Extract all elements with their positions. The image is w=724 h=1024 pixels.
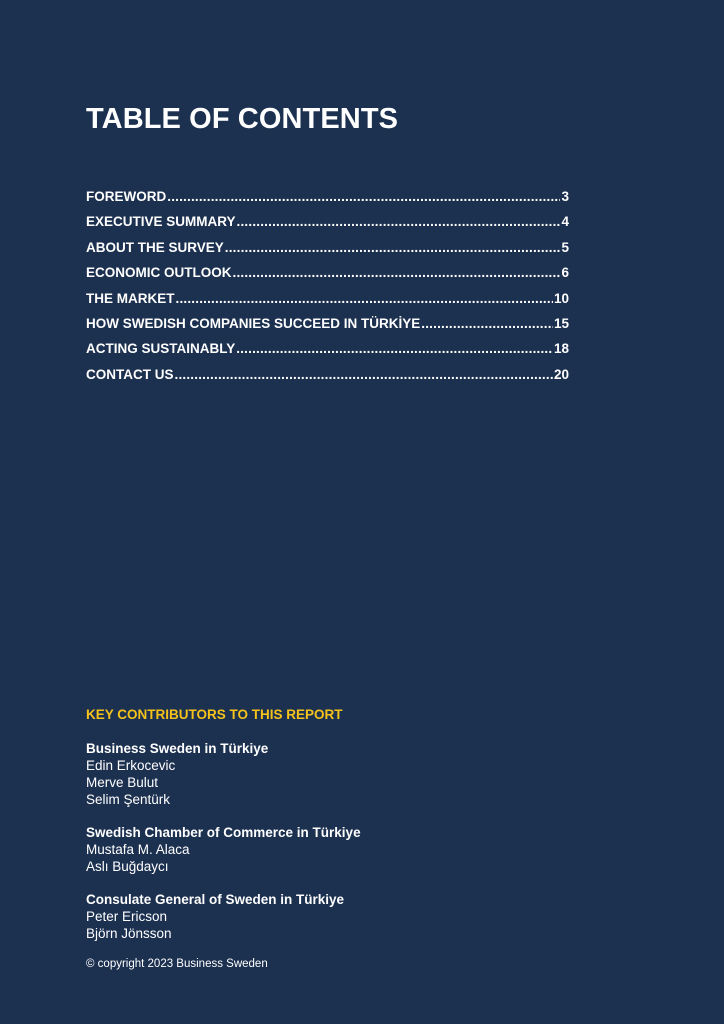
contributor-org-name: Swedish Chamber of Commerce in Türkiye: [86, 825, 361, 840]
contributor-name: Edin Erkocevic: [86, 758, 176, 773]
toc-dot-leader: [167, 189, 560, 205]
contributor-name: Aslı Buğdaycı: [86, 859, 169, 874]
contributor-group: [86, 891, 586, 942]
toc-entry-label: ABOUT THE SURVEY: [86, 239, 224, 255]
contributor-group: [86, 740, 586, 808]
toc-entry-economic-outlook[interactable]: [86, 265, 569, 290]
toc-entry-page: 10: [553, 290, 569, 306]
toc-entry-page: 5: [561, 239, 569, 255]
toc-entry-label: FOREWORD: [86, 189, 167, 204]
toc-entry-page: 4: [561, 214, 569, 230]
contributor-name: Selim Şentürk: [86, 792, 171, 807]
toc-entry-label: EXECUTIVE SUMMARY: [86, 214, 236, 230]
toc-entry-contact-us[interactable]: [86, 367, 569, 392]
toc-entry-page: 6: [561, 265, 569, 281]
key-contributors-section: [86, 707, 586, 958]
toc-entry-how-swedish-companies-succeed[interactable]: [86, 316, 569, 341]
toc-entry-the-market[interactable]: [86, 291, 569, 316]
contributor-name: Björn Jönsson: [86, 926, 172, 941]
copyright-notice: © copyright 2023 Business Sweden: [86, 958, 268, 970]
table-of-contents: [86, 189, 569, 392]
contributor-org-name: Business Sweden in Türkiye: [86, 741, 269, 756]
toc-dot-leader: [236, 341, 553, 357]
contributor-name: Merve Bulut: [86, 775, 159, 790]
toc-entry-label: ACTING SUSTAINABLY: [86, 341, 236, 357]
toc-entry-page: 3: [561, 189, 569, 204]
toc-entry-page: 15: [553, 315, 569, 331]
toc-entry-about-the-survey[interactable]: [86, 240, 569, 265]
toc-entry-label: ECONOMIC OUTLOOK: [86, 265, 232, 281]
toc-entry-page: 20: [553, 366, 569, 382]
toc-entry-label: THE MARKET: [86, 290, 175, 306]
contributors-heading: KEY CONTRIBUTORS TO THIS REPORT: [86, 707, 343, 722]
contributor-name: Mustafa M. Alaca: [86, 842, 190, 857]
toc-dot-leader: [176, 291, 553, 307]
contributor-org-name: Consulate General of Sweden in Türkiye: [86, 892, 345, 907]
toc-dot-leader: [175, 367, 553, 383]
toc-dot-leader: [233, 265, 561, 281]
toc-dot-leader: [421, 316, 553, 332]
toc-entry-foreword[interactable]: [86, 189, 569, 214]
toc-entry-label: HOW SWEDISH COMPANIES SUCCEED IN TÜRKİYE: [86, 315, 421, 331]
toc-entry-page: 18: [553, 341, 569, 357]
toc-entry-acting-sustainably[interactable]: [86, 341, 569, 366]
toc-dot-leader: [225, 240, 561, 256]
toc-entry-executive-summary[interactable]: [86, 214, 569, 239]
contributor-name: Peter Ericson: [86, 909, 168, 924]
page-title: TABLE OF CONTENTS: [86, 103, 399, 135]
contributor-group: [86, 824, 586, 875]
toc-dot-leader: [237, 214, 561, 230]
toc-entry-label: CONTACT US: [86, 366, 174, 382]
